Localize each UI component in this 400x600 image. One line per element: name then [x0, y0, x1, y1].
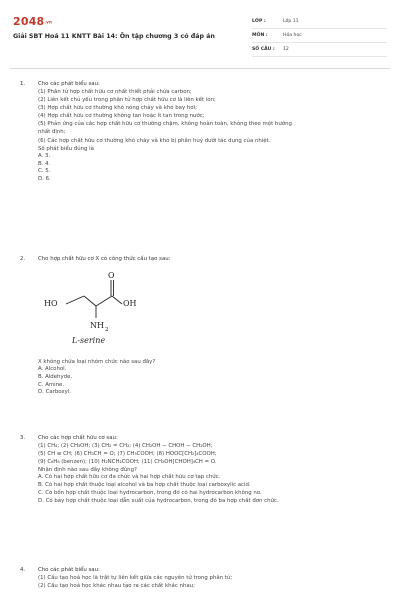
- meta-table: [252, 15, 387, 57]
- question-3: [20, 434, 382, 506]
- statement-line: nhất định;: [38, 129, 66, 136]
- answer-option: D. 6.: [38, 176, 51, 183]
- site-logo[interactable]: 2048.vn: [13, 15, 52, 28]
- statement-line: (2) Liên kết chủ yếu trong phân tử hợp chất hữu cơ là liên kết ion;: [38, 97, 216, 104]
- page-title: Giải SBT Hoá 11 KNTT Bài 14: Ôn tập chương 3 có đáp án: [13, 33, 215, 40]
- amine-label: NH: [90, 321, 104, 330]
- statement-line: (2) Cấu tạo hoá học khác nhau tạo ra các chất khác nhau;: [38, 583, 195, 590]
- question-heading: [20, 434, 382, 442]
- question-number: 1.: [20, 81, 26, 87]
- answer-option: C. Có bốn hợp chất thuộc loại hydrocarbon, trong đó có hai hydrocarbon không no.: [38, 489, 262, 496]
- statement-line: (5) Phản ứng của các hợp chất hữu cơ thường chậm, không hoàn toàn, không theo một hướng: [38, 121, 292, 128]
- answer-option: B. Có hai hợp chất thuộc loại alcohol và ba hợp chất thuộc loại carboxylic acid.: [38, 482, 251, 489]
- question-number: 3.: [20, 435, 26, 441]
- question-stem: Cho các phát biểu sau:: [38, 567, 100, 573]
- meta-row-class: [252, 15, 387, 29]
- answer-option: D. Có bảy hợp chất thuộc loại dẫn xuất của hydrocarbon, trong đó ba hợp chất đơn chức.: [38, 497, 279, 504]
- document-header: [0, 0, 400, 60]
- carboxyl-oh-label: OH: [123, 299, 137, 308]
- question-1: [20, 80, 382, 184]
- question-text: X không chứa loại nhóm chức nào sau đây?: [38, 359, 156, 365]
- compound-line: (1) CH₄; (2) CH₃OH; (3) CH₂ = CH₂; (4) CH₂OH − CHOH − CH₂OH;: [38, 443, 213, 449]
- header-divider: [10, 68, 390, 69]
- answer-option: D. Carboxyl.: [38, 389, 72, 396]
- statement-line: (1) Cấu tạo hoá học là trật tự liên kết giữa các nguyên tử trong phân tử;: [38, 575, 233, 581]
- question-4: [20, 566, 382, 590]
- meta-value: Hóa học: [283, 33, 302, 38]
- molecule-name: L-serine: [72, 336, 106, 345]
- question-stem: Cho các phát biểu sau:: [38, 81, 100, 87]
- answer-option: C. 5.: [38, 168, 51, 175]
- question-heading: [20, 566, 382, 574]
- meta-key: SỐ CÂU :: [252, 47, 275, 52]
- meta-key: MÔN :: [252, 33, 268, 38]
- question-heading: [20, 255, 382, 263]
- compound-line: (9) C₆H₆ (benzen); (10) H₂NCH₂COOH; (11) CH₂OH[CHOH]₄CH = O.: [38, 459, 217, 466]
- question-number: 2.: [20, 256, 26, 262]
- answer-option: A. Có hai hợp chất hữu cơ đa chức và hai hợp chất hữu cơ tạp chức.: [38, 474, 221, 481]
- hydroxyl-label: HO: [44, 299, 58, 308]
- amine-subscript: 2: [105, 327, 109, 333]
- question-2: [20, 255, 382, 263]
- meta-key: LỚP :: [252, 19, 266, 24]
- question-2-options: [20, 358, 382, 397]
- meta-value: Lớp 11: [283, 19, 299, 24]
- meta-row-subject: [252, 29, 387, 43]
- meta-row-count: [252, 43, 387, 57]
- answer-option: C. Amine.: [38, 381, 65, 388]
- question-stem: Cho các hợp chất hữu cơ sau:: [38, 435, 118, 441]
- question-heading: [20, 80, 382, 88]
- serine-structure-figure: [38, 268, 168, 353]
- question-text: Nhận định nào sau đây không đúng?: [38, 467, 137, 474]
- answer-option: B. Aldehyde.: [38, 373, 73, 380]
- statement-line: (3) Hợp chất hữu cơ thường khó nóng chảy và khó bay hơi;: [38, 105, 197, 112]
- oxygen-label: O: [108, 271, 115, 280]
- statement-line: Số phát biểu đúng là: [38, 145, 94, 152]
- answer-option: B. 4.: [38, 160, 51, 167]
- statement-line: (6) Các hợp chất hữu cơ thường khó cháy và khó bị phân huỷ dưới tác dụng của nhiệt.: [38, 137, 271, 144]
- statement-line: (1) Phân tử hợp chất hữu cơ nhất thiết phải chứa carbon;: [38, 89, 192, 95]
- question-stem: Cho hợp chất hữu cơ X có công thức cấu tạo sau:: [38, 256, 171, 262]
- statement-line: (4) Hợp chất hữu cơ thường không tan hoặc ít tan trong nước;: [38, 113, 205, 120]
- compound-line: (5) CH ≡ CH; (6) CH₃CH = O; (7) CH₃COOH; (8) HOOC[CH₂]₄COOH;: [38, 451, 217, 458]
- answer-option: A. Alcohol.: [38, 366, 67, 373]
- meta-value: 12: [283, 47, 289, 52]
- question-number: 4.: [20, 567, 26, 573]
- answer-option: A. 3.: [38, 152, 51, 159]
